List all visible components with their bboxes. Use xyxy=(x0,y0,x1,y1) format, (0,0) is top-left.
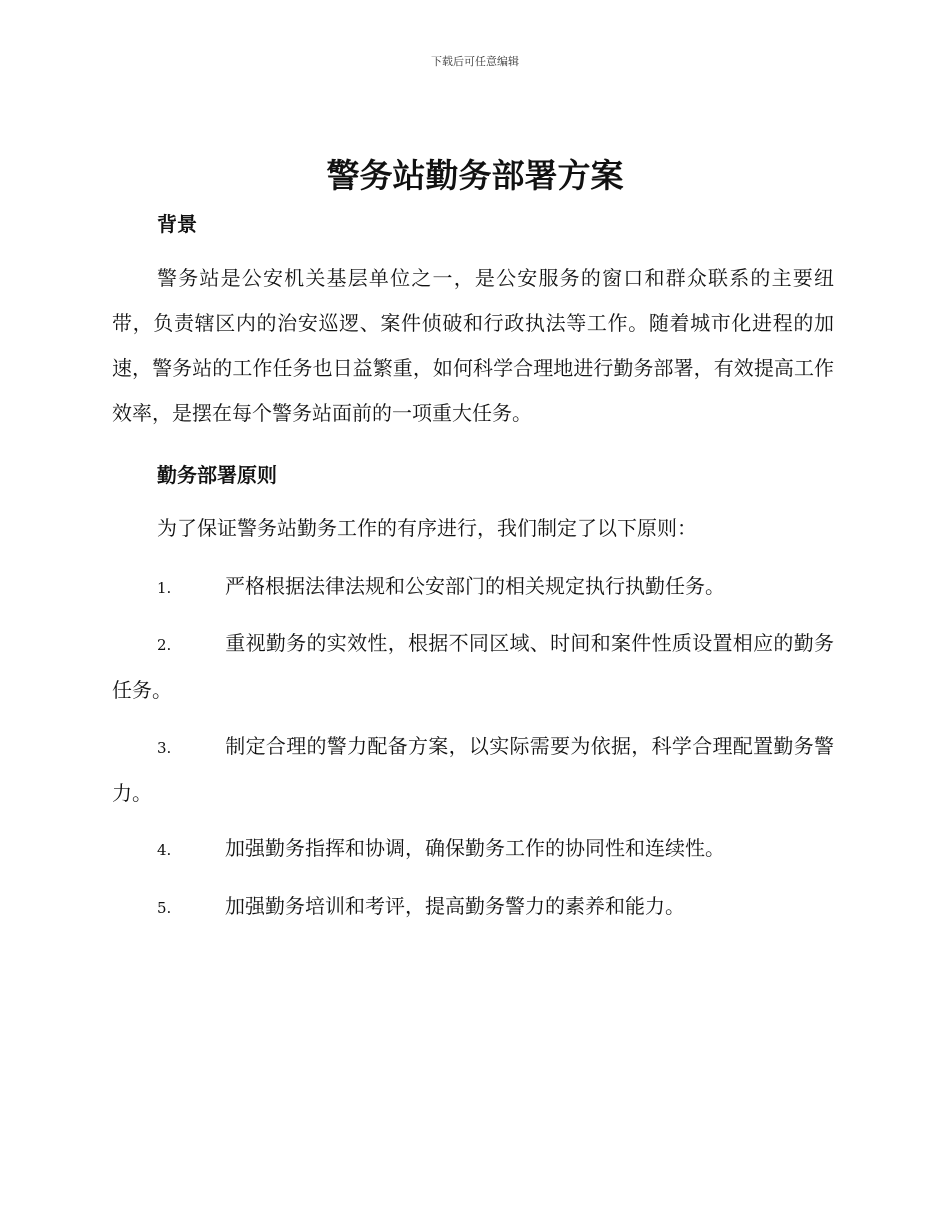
section-heading-background: 背景 xyxy=(157,212,197,236)
principle-item xyxy=(112,724,834,816)
document-title: 警务站勤务部署方案 xyxy=(326,156,624,195)
principle-number: 4. xyxy=(157,841,172,859)
principle-text: 严格根据法律法规和公安部门的相关规定执行执勤任务。 xyxy=(225,574,725,598)
principle-number: 3. xyxy=(157,739,172,757)
principle-number: 1. xyxy=(157,579,172,597)
principle-item xyxy=(112,621,834,713)
principles-intro: 为了保证警务站勤务工作的有序进行，我们制定了以下原则： xyxy=(157,516,697,540)
background-paragraph: 警务站是公安机关基层单位之一，是公安服务的窗口和群众联系的主要纽带，负责辖区内的治安巡逻、案件侦破和行政执法等工作。随着城市化进程的加速，警务站的工作任务也日益繁重，如何科学合理地进行勤务部署，有效提高工作效率，是摆在每个警务站面前的一项重大任务。 xyxy=(112,266,834,425)
principle-number: 5. xyxy=(157,899,172,917)
principle-text: 加强勤务指挥和协调，确保勤务工作的协同性和连续性。 xyxy=(225,836,725,860)
principle-text: 重视勤务的实效性，根据不同区域、时间和案件性质设置相应的勤务任务。 xyxy=(112,631,834,702)
principle-text: 加强勤务培训和考评，提高勤务警力的素养和能力。 xyxy=(225,894,685,918)
section-heading-principles: 勤务部署原则 xyxy=(157,463,277,487)
principle-item xyxy=(112,826,834,873)
principle-number: 2. xyxy=(157,636,172,654)
header-note: 下载后可任意编辑 xyxy=(431,55,519,68)
principle-text: 制定合理的警力配备方案，以实际需要为依据，科学合理配置勤务警力。 xyxy=(112,734,834,805)
principle-item xyxy=(112,564,834,611)
principle-item xyxy=(112,884,834,931)
